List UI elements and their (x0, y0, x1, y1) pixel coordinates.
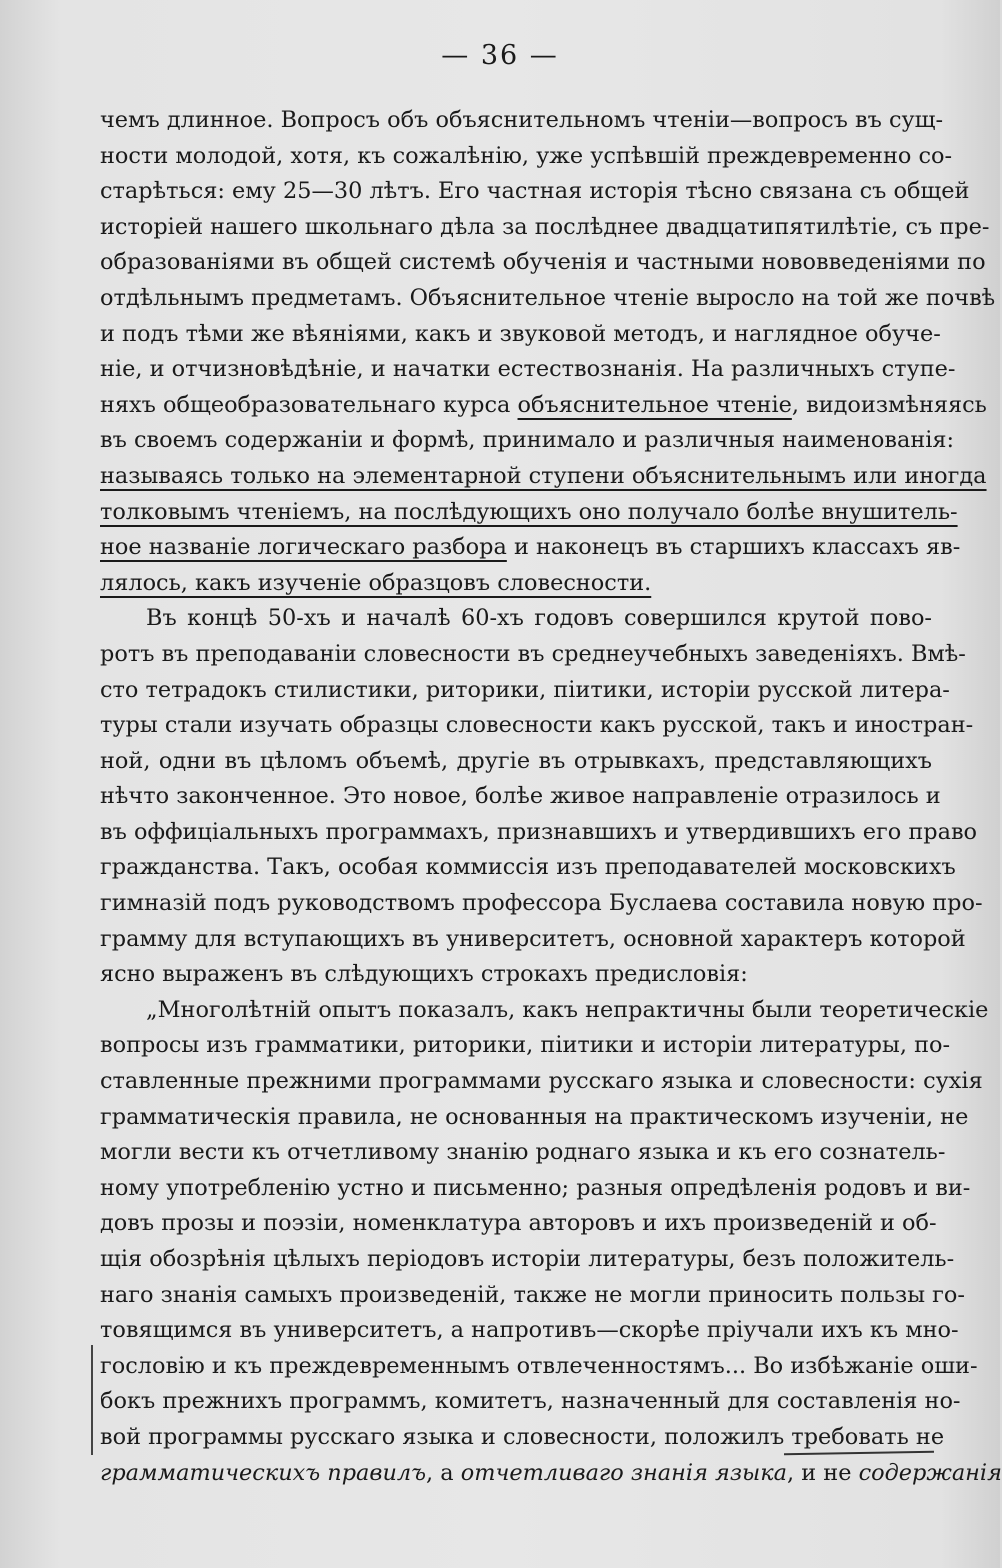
text-line: ставленные прежними программами русскаго языка и словесности: сухія (100, 1068, 983, 1095)
text-line: въ оффиціальныхъ программахъ, признавшихъ и утвердившихъ его право (100, 818, 978, 845)
text-line: чемъ длинное. Вопросъ объ объяснительномъ чтеніи—вопросъ въ сущ- (100, 107, 944, 133)
underlined-phrase: ное названіе логическаго разбора (100, 534, 507, 561)
underlined-phrase: толковымъ чтеніемъ, на послѣдующихъ оно получало болѣе внушитель- (100, 498, 958, 525)
text-line: бокъ прежнихъ программъ, комитетъ, назначенный для составленія но- (100, 1388, 961, 1415)
text-line: товящимся въ университетъ, а напротивъ—скорѣе пріучали ихъ къ мно- (100, 1317, 959, 1344)
text-span: няхъ общеобразовательнаго курса (100, 391, 518, 418)
text-line: наго знанія самыхъ произведеній, также не могли приносить пользы го- (100, 1281, 965, 1308)
page-number: — 36 — (441, 40, 559, 71)
text-line: щія обозрѣнія цѣлыхъ періодовъ исторіи литературы, безъ положитель- (100, 1246, 955, 1272)
text-line: гословію и къ преждевременнымъ отвлеченностямъ... Во избѣжаніе оши- (100, 1352, 978, 1379)
quote-first-line: „Многолѣтній опытъ показалъ, какъ непрактичны были теоретическіе (146, 996, 989, 1023)
text-line: ніе, и отчизновѣдѣніе, и начатки естествознанія. На различныхъ ступе- (100, 356, 956, 383)
text-span: и наконецъ въ старшихъ классахъ яв- (506, 534, 961, 561)
text-line: могли вести къ отчетливому знанію роднаго языка и къ его сознатель- (100, 1139, 946, 1166)
text-line: образованіями въ общей системѣ обученія и частными нововведеніями по (100, 249, 986, 276)
text-line (100, 459, 987, 495)
text-line (100, 530, 961, 566)
text-line: туры стали изучать образцы словесности какъ русской, такъ и иностран- (100, 712, 974, 739)
text-line: нѣчто законченное. Это новое, болѣе живое направленіе отразилось и (100, 783, 941, 810)
text-line: и подъ тѣми же вѣяніями, какъ и звуковой методъ, и наглядное обуче- (100, 320, 941, 347)
text-line: въ своемъ содержаніи и формѣ, принимало и различныя наименованія: (100, 427, 955, 454)
underlined-phrase: лялось, какъ изученіе образцовъ словесности. (100, 569, 652, 596)
margin-pencil-mark (91, 1345, 93, 1455)
text-line: исторіей нашего школьнаго дѣла за послѣднее двадцатипятилѣтіе, съ пре- (100, 213, 990, 240)
text-line: гражданства. Такъ, особая коммиссія изъ преподавателей московскихъ (100, 854, 956, 881)
underlined-phrase: называясь только на элементарной ступени объяснительнымъ или иногда (100, 462, 987, 489)
text-line: сто тетрадокъ стилистики, риторики, піитики, исторіи русской литера- (100, 676, 950, 703)
text-line (100, 495, 958, 531)
text-line: ясно выраженъ въ слѣдующихъ строкахъ предисловія: (100, 961, 748, 988)
text-span: , и не (787, 1459, 859, 1486)
text-line: старѣться: ему 25—30 лѣтъ. Его частная исторія тѣсно связана съ общей (100, 178, 970, 205)
text-line (100, 388, 987, 424)
text-span: , а (426, 1459, 461, 1486)
text-span: , видоизмѣняясь (791, 391, 987, 418)
text-line: вопросы изъ грамматики, риторики, піитики и исторіи литературы, по- (100, 1032, 951, 1059)
text-line: отдѣльнымъ предметамъ. Объяснительное чтеніе выросло на той же почвѣ (100, 284, 996, 311)
text-line: ному употребленію устно и письменно; разныя опредѣленія родовъ и ви- (100, 1174, 971, 1201)
text-line (100, 1456, 1002, 1492)
text-line: грамму для вступающихъ въ университетъ, основной характеръ которой (100, 925, 966, 952)
paragraph-first-line: Въ концѣ 50-хъ и началѣ 60-хъ годовъ совершился крутой пово- (146, 605, 932, 632)
text-line: грамматическія правила, не основанныя на практическомъ изученіи, не (100, 1103, 969, 1130)
text-line: ной, одни въ цѣломъ объемѣ, другіе въ отрывкахъ, представляющихъ (100, 747, 932, 774)
italic-phrase: грамматическихъ правилъ (100, 1459, 427, 1486)
body-text (100, 103, 1002, 1491)
text-line: ности молодой, хотя, къ сожалѣнію, уже успѣвшій преждевременно со- (100, 142, 953, 169)
text-line (100, 566, 932, 602)
text-line: вой программы русскаго языка и словесности, положилъ требовать не (100, 1423, 945, 1450)
italic-phrase: отчетливаго знанія языка (460, 1459, 787, 1486)
text-line: гимназій подъ руководствомъ профессора Буслаева составила новую про- (100, 890, 983, 917)
text-line: довъ прозы и поэзіи, номенклатура авторовъ и ихъ произведеній и об- (100, 1210, 937, 1237)
text-line: ротъ въ преподаваніи словесности въ среднеучебныхъ заведеніяхъ. Вмѣ- (100, 640, 966, 667)
underlined-phrase: объяснительное чтеніе (517, 391, 792, 418)
italic-phrase: содержанія (858, 1459, 1002, 1486)
